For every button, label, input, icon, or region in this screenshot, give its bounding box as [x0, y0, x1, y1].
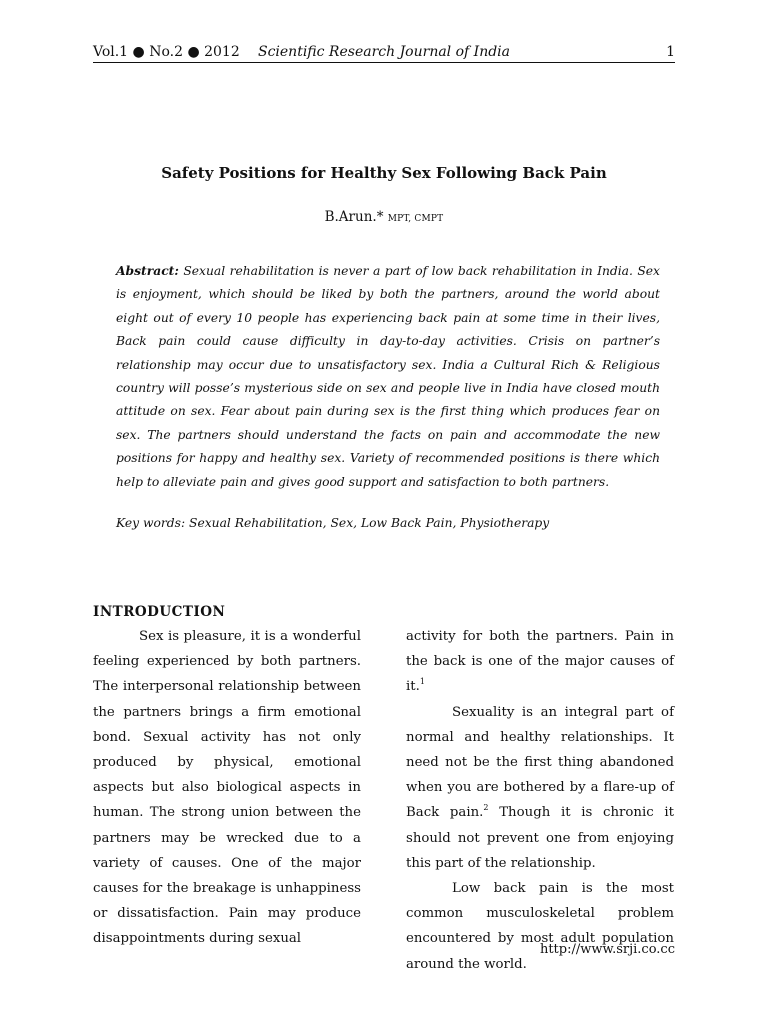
paragraph-text-tail: Though it is chronic it should not prevent one from enjoying this part of the relationship.	[406, 805, 674, 871]
author-line	[93, 207, 675, 229]
intro-paragraph-2	[406, 700, 674, 876]
paragraph-text: Sexuality is an integral part of normal and healthy relationships. It need not be the first thing abandoned when you are bothered by a flare-up of Back pain.	[406, 704, 674, 821]
section-heading-introduction: INTRODUCTION	[93, 604, 226, 620]
abstract	[116, 259, 660, 494]
header-rule	[93, 62, 675, 63]
running-header	[93, 42, 675, 62]
abstract-text: Sexual rehabilitation is never a part of low back rehabilitation in India. Sex is enjoyment, which should be liked by both the partners, around the world about eight out of every 10 people has experiencing back pain at some time in their lives, Back pain could cause difficulty in day-to-day activities. Crisis on partner’s relationship may occur due to unsatisfactory sex. India a Cultural Rich & Religious country will posse’s mysterious side on sex and people live in India have closed mouth attitude on sex. Fear about pain during sex is the first thing which produces fear on sex. The partners should understand the facts on pain and accommodate the new positions for happy and healthy sex. Variety of recommended positions is there which help to alleviate pain and gives good support and satisfaction to both partners.	[116, 264, 660, 489]
intro-paragraph-1-continued	[406, 624, 674, 700]
article-title: Safety Positions for Healthy Sex Following Back Pain	[161, 164, 607, 182]
intro-paragraph-3: Low back pain is the most common musculoskeletal problem encountered by most adult population around the world.	[406, 881, 674, 972]
author-name: B.Arun.*	[324, 209, 384, 225]
citation-ref: 2	[483, 803, 489, 813]
keywords: Key words: Sexual Rehabilitation, Sex, Low Back Pain, Physiotherapy	[116, 516, 550, 530]
footer-url[interactable]: http://www.srji.co.cc	[539, 942, 675, 957]
abstract-label: Abstract:	[116, 263, 179, 278]
intro-paragraph-1: Sex is pleasure, it is a wonderful feeling experienced by both partners. The interpersonal relationship between the partners brings a firm emotional bond. Sexual activity has not only produced by physical, emotional aspects but also biological aspects in human. The strong union between the partners may be wrecked due to a variety of causes. One of the major causes for the breakage is unhappiness or dissatisfaction. Pain may produce disappointments during sexual	[93, 629, 361, 947]
paragraph-text: activity for both the partners. Pain in the back is one of the major causes of it.	[406, 629, 674, 695]
column-right	[406, 624, 674, 977]
author-qualifications: MPT, CMPT	[387, 214, 444, 224]
volume-info: Vol.1 ● No.2 ● 2012	[93, 44, 240, 60]
citation-ref: 1	[419, 677, 425, 687]
journal-name: Scientific Research Journal of India	[257, 44, 511, 60]
column-left	[93, 624, 361, 952]
page-number: 1	[666, 44, 675, 60]
